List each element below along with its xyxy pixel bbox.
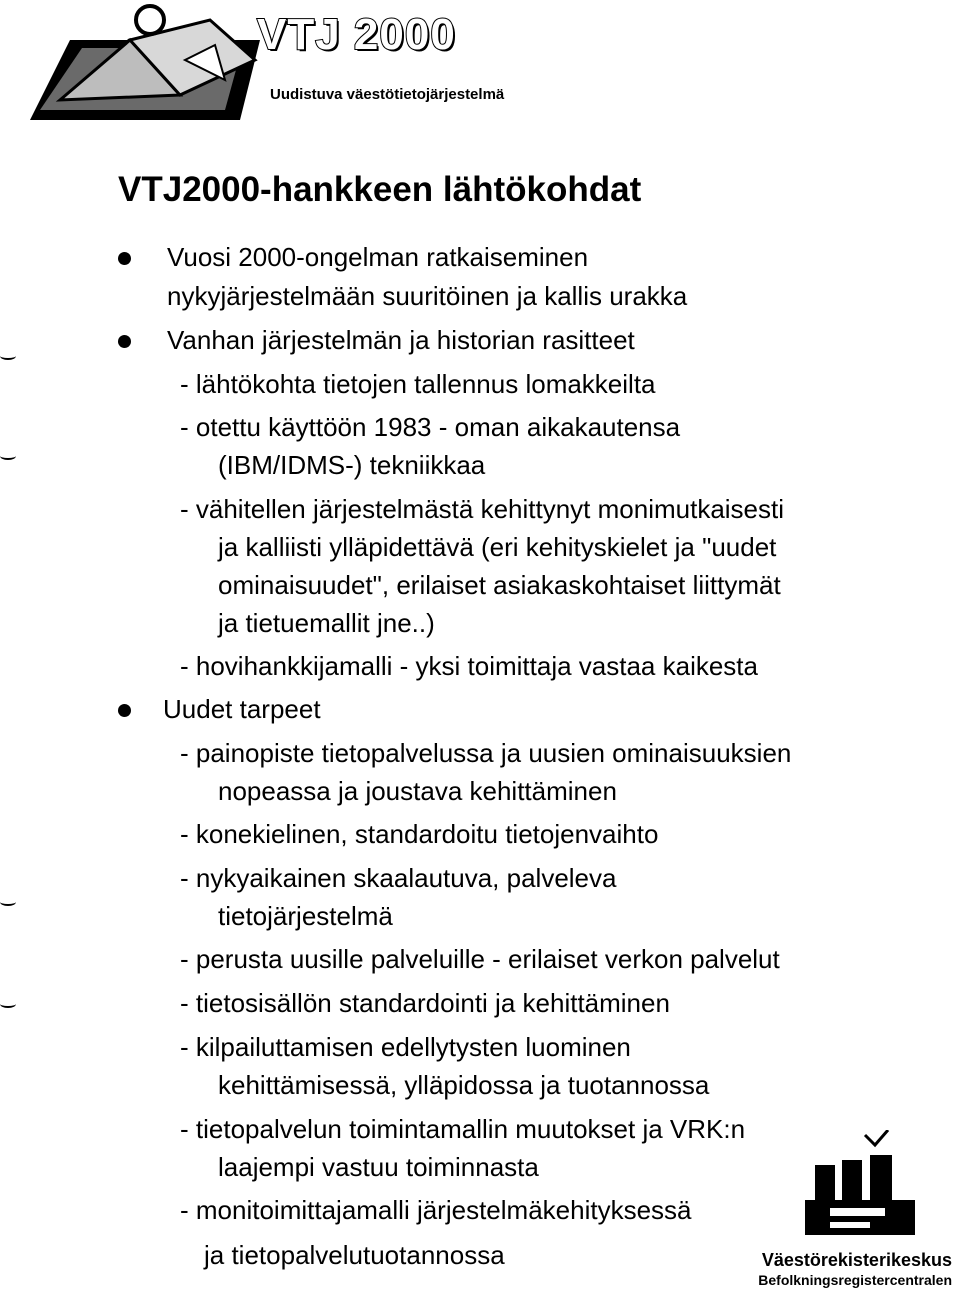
margin-mark	[0, 452, 16, 460]
text-line: nopeassa ja joustava kehittäminen	[218, 776, 617, 806]
bullet-icon	[118, 252, 131, 265]
text-line: tietojärjestelmä	[218, 901, 393, 931]
bullet-icon	[118, 335, 131, 348]
footer-org-name: Väestörekisterikeskus	[761, 1250, 952, 1270]
text-line: - vähitellen järjestelmästä kehittynyt monimutkaisesti	[180, 494, 785, 524]
text-line: - tietopalvelun toimintamallin muutokset ja VRK:n	[180, 1114, 746, 1144]
text-line: - monitoimittajamalli järjestelmäkehityksessä	[180, 1195, 692, 1225]
text-line: - painopiste tietopalvelussa ja uusien ominaisuuksien	[180, 738, 792, 768]
vaestorekisterikeskus-logo-icon	[770, 1130, 920, 1240]
text-line: - kilpailuttamisen edellytysten luominen	[180, 1032, 631, 1062]
text-line: laajempi vastuu toiminnasta	[218, 1152, 539, 1182]
bullet-item: Vanhan järjestelmän ja historian rasitteet	[167, 325, 635, 355]
text-line: - tietosisällön standardointi ja kehittäminen	[180, 988, 670, 1018]
text-line: ja kalliisti ylläpidettävä (eri kehityskielet ja "uudet	[218, 532, 777, 562]
logo-name: VTJ 2000	[257, 10, 456, 59]
footer-org-name-sv: Befolkningsregistercentralen	[758, 1272, 952, 1288]
page-title: VTJ2000-hankkeen lähtökohdat	[118, 170, 642, 209]
text-line: - otettu käyttöön 1983 - oman aikakautensa	[180, 412, 681, 442]
bullet-icon	[118, 704, 131, 717]
text-line: ja tietopalvelutuotannossa	[204, 1240, 505, 1270]
margin-mark	[0, 352, 16, 360]
margin-mark	[0, 898, 16, 906]
text-line: nykyjärjestelmään suuritöinen ja kallis urakka	[167, 281, 688, 311]
text-line: - nykyaikainen skaalautuva, palveleva	[180, 863, 617, 893]
text-line: - konekielinen, standardoitu tietojenvaihto	[180, 819, 659, 849]
margin-mark	[0, 1000, 16, 1008]
text-line: ominaisuudet", erilaiset asiakaskohtaiset liittymät	[218, 570, 781, 600]
bullet-item: Vuosi 2000-ongelman ratkaiseminen	[167, 242, 589, 272]
text-line: kehittämisessä, ylläpidossa ja tuotannossa	[218, 1070, 710, 1100]
text-line: ja tietuemallit jne..)	[218, 608, 435, 638]
document-header	[0, 0, 960, 140]
text-line: - lähtökohta tietojen tallennus lomakkeilta	[180, 369, 656, 399]
logo-subtitle: Uudistuva väestötietojärjestelmä	[270, 86, 505, 103]
text-line: - hovihankkijamalli - yksi toimittaja vastaa kaikesta	[180, 651, 758, 681]
vtj-logo-icon	[10, 0, 260, 135]
bullet-item: Uudet tarpeet	[163, 694, 321, 724]
text-line: (IBM/IDMS-) tekniikkaa	[218, 450, 486, 480]
text-line: - perusta uusille palveluille - erilaiset verkon palvelut	[180, 944, 780, 974]
